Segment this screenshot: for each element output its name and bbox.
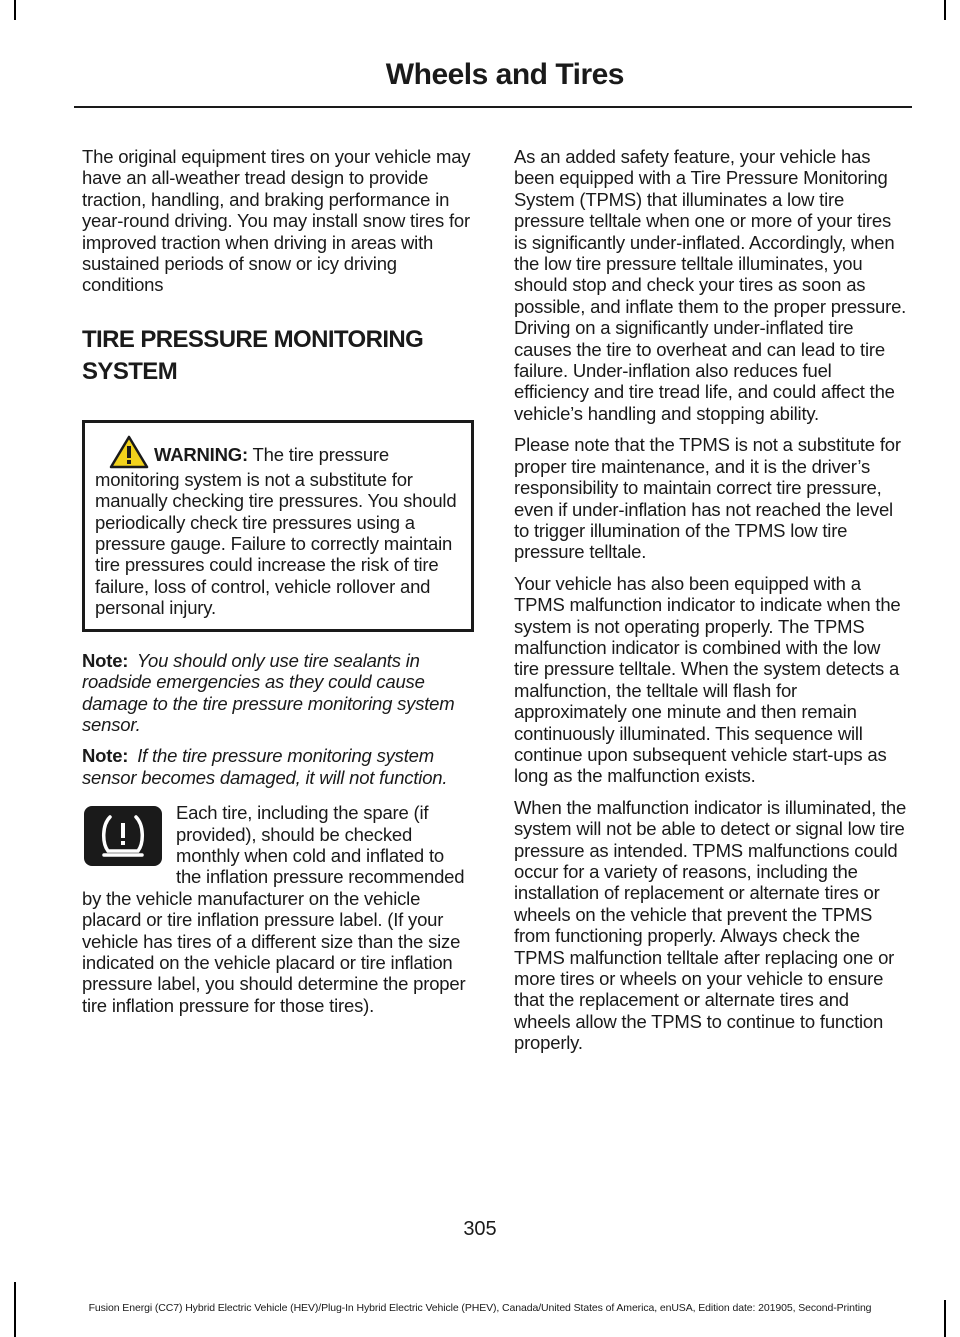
note-text: If the tire pressure monitoring system sensor becomes damaged, it will not function. <box>82 745 448 788</box>
footer-edition: Fusion Energi (CC7) Hybrid Electric Vehicle (HEV)/Plug-In Hybrid Electric Vehicle (PHEV), Canada/United States of America, enUSA, Edition date: 201905, Second-Printing <box>88 1302 872 1314</box>
paragraph: When the malfunction indicator is illuminated, the system will not be able to detect or signal low tire pressure as intended. TPMS malfunctions could occur for a variety of reasons, including the installation of replacement or alternate tires or wheels on the vehicle that prevent the TPMS from functioning properly. Always check the TPMS malfunction telltale after replacing one or more tires or wheels on your vehicle to ensure that the replacement or alternate tires and wheels allow the TPMS to continue to function properly. <box>514 796 907 1054</box>
note-label: Note: <box>82 649 129 671</box>
note-text: You should only use tire sealants in roadside emergencies as they could cause damage to the tire pressure monitoring system sensor. <box>82 649 455 735</box>
section-heading: TIRE PRESSURE MONITORING SYSTEM <box>82 325 424 385</box>
paragraph: As an added safety feature, your vehicle has been equipped with a Tire Pressure Monitoring System (TPMS) that illuminates a low tire pressure telltale when one or more of your tires is significantly under-inflated. Accordingly, when the low tire pressure telltale illuminates, you should stop and check your tires as soon as possible, and inflate them to the proper pressure. Driving on a significantly under-inflated tire causes the tire to overheat and can lead to tire failure. Under-inflation also reduces fuel efficiency and tire tread life, and could affect the vehicle’s handling and stopping ability. <box>514 146 907 424</box>
warning-text: The tire pressure monitoring system is not a substitute for manually checking tire pressures. You should periodically check tire pressures using a pressure gauge. Failure to correctly maintain tire pressures could increase the risk of tire failure, loss of control, vehicle rollover and personal injury. <box>95 443 457 619</box>
header-divider <box>74 106 912 108</box>
note-sealant <box>82 650 474 736</box>
spare-tire-paragraph <box>82 802 474 1016</box>
left-column <box>82 146 474 1026</box>
spare-tire-text: Each tire, including the spare (if provided), should be checked monthly when cold and inflated to the inflation pressure recommended by the vehicle manufacturer on the vehicle placard or tire inflation pressure label. (If your vehicle has tires of a different size than the size indicated on the vehicle placard or tire inflation pressure label, you should determine the proper tire inflation pressure for those tires). <box>82 802 466 1016</box>
tpms-telltale-icon <box>84 806 162 866</box>
crop-mark-top-right <box>944 0 946 20</box>
right-column <box>514 146 908 1064</box>
crop-mark-top-left <box>14 0 16 20</box>
page-header-title: Wheels and Tires <box>385 58 624 91</box>
warning-label: WARNING: <box>153 443 248 465</box>
paragraph: Please note that the TPMS is not a substitute for proper tire maintenance, and it is the driver’s responsibility to maintain correct tire pressure, even if under-inflation has not reached the level to trigger illumination of the TPMS low tire pressure telltale. <box>514 434 901 563</box>
note-label: Note: <box>82 745 129 767</box>
warning-box <box>82 420 474 632</box>
page-number: 305 <box>463 1218 497 1240</box>
paragraph: Your vehicle has also been equipped with a TPMS malfunction indicator to indicate when the system is not operating properly. The TPMS malfunction indicator is combined with the low tire pressure telltale. When the system detects a malfunction, the telltale will flash for approximately one minute and then remain continuously illuminated. This sequence will continue upon subsequent vehicle start-ups as long as the malfunction exists. <box>514 572 901 787</box>
intro-paragraph: The original equipment tires on your vehicle may have an all-weather tread design to provide traction, handling, and braking performance in year-round driving. You may install snow tires for improved traction when driving in areas with sustained periods of snow or icy driving conditions <box>82 146 471 296</box>
note-sensor <box>82 745 474 788</box>
warning-triangle-icon <box>109 435 149 469</box>
